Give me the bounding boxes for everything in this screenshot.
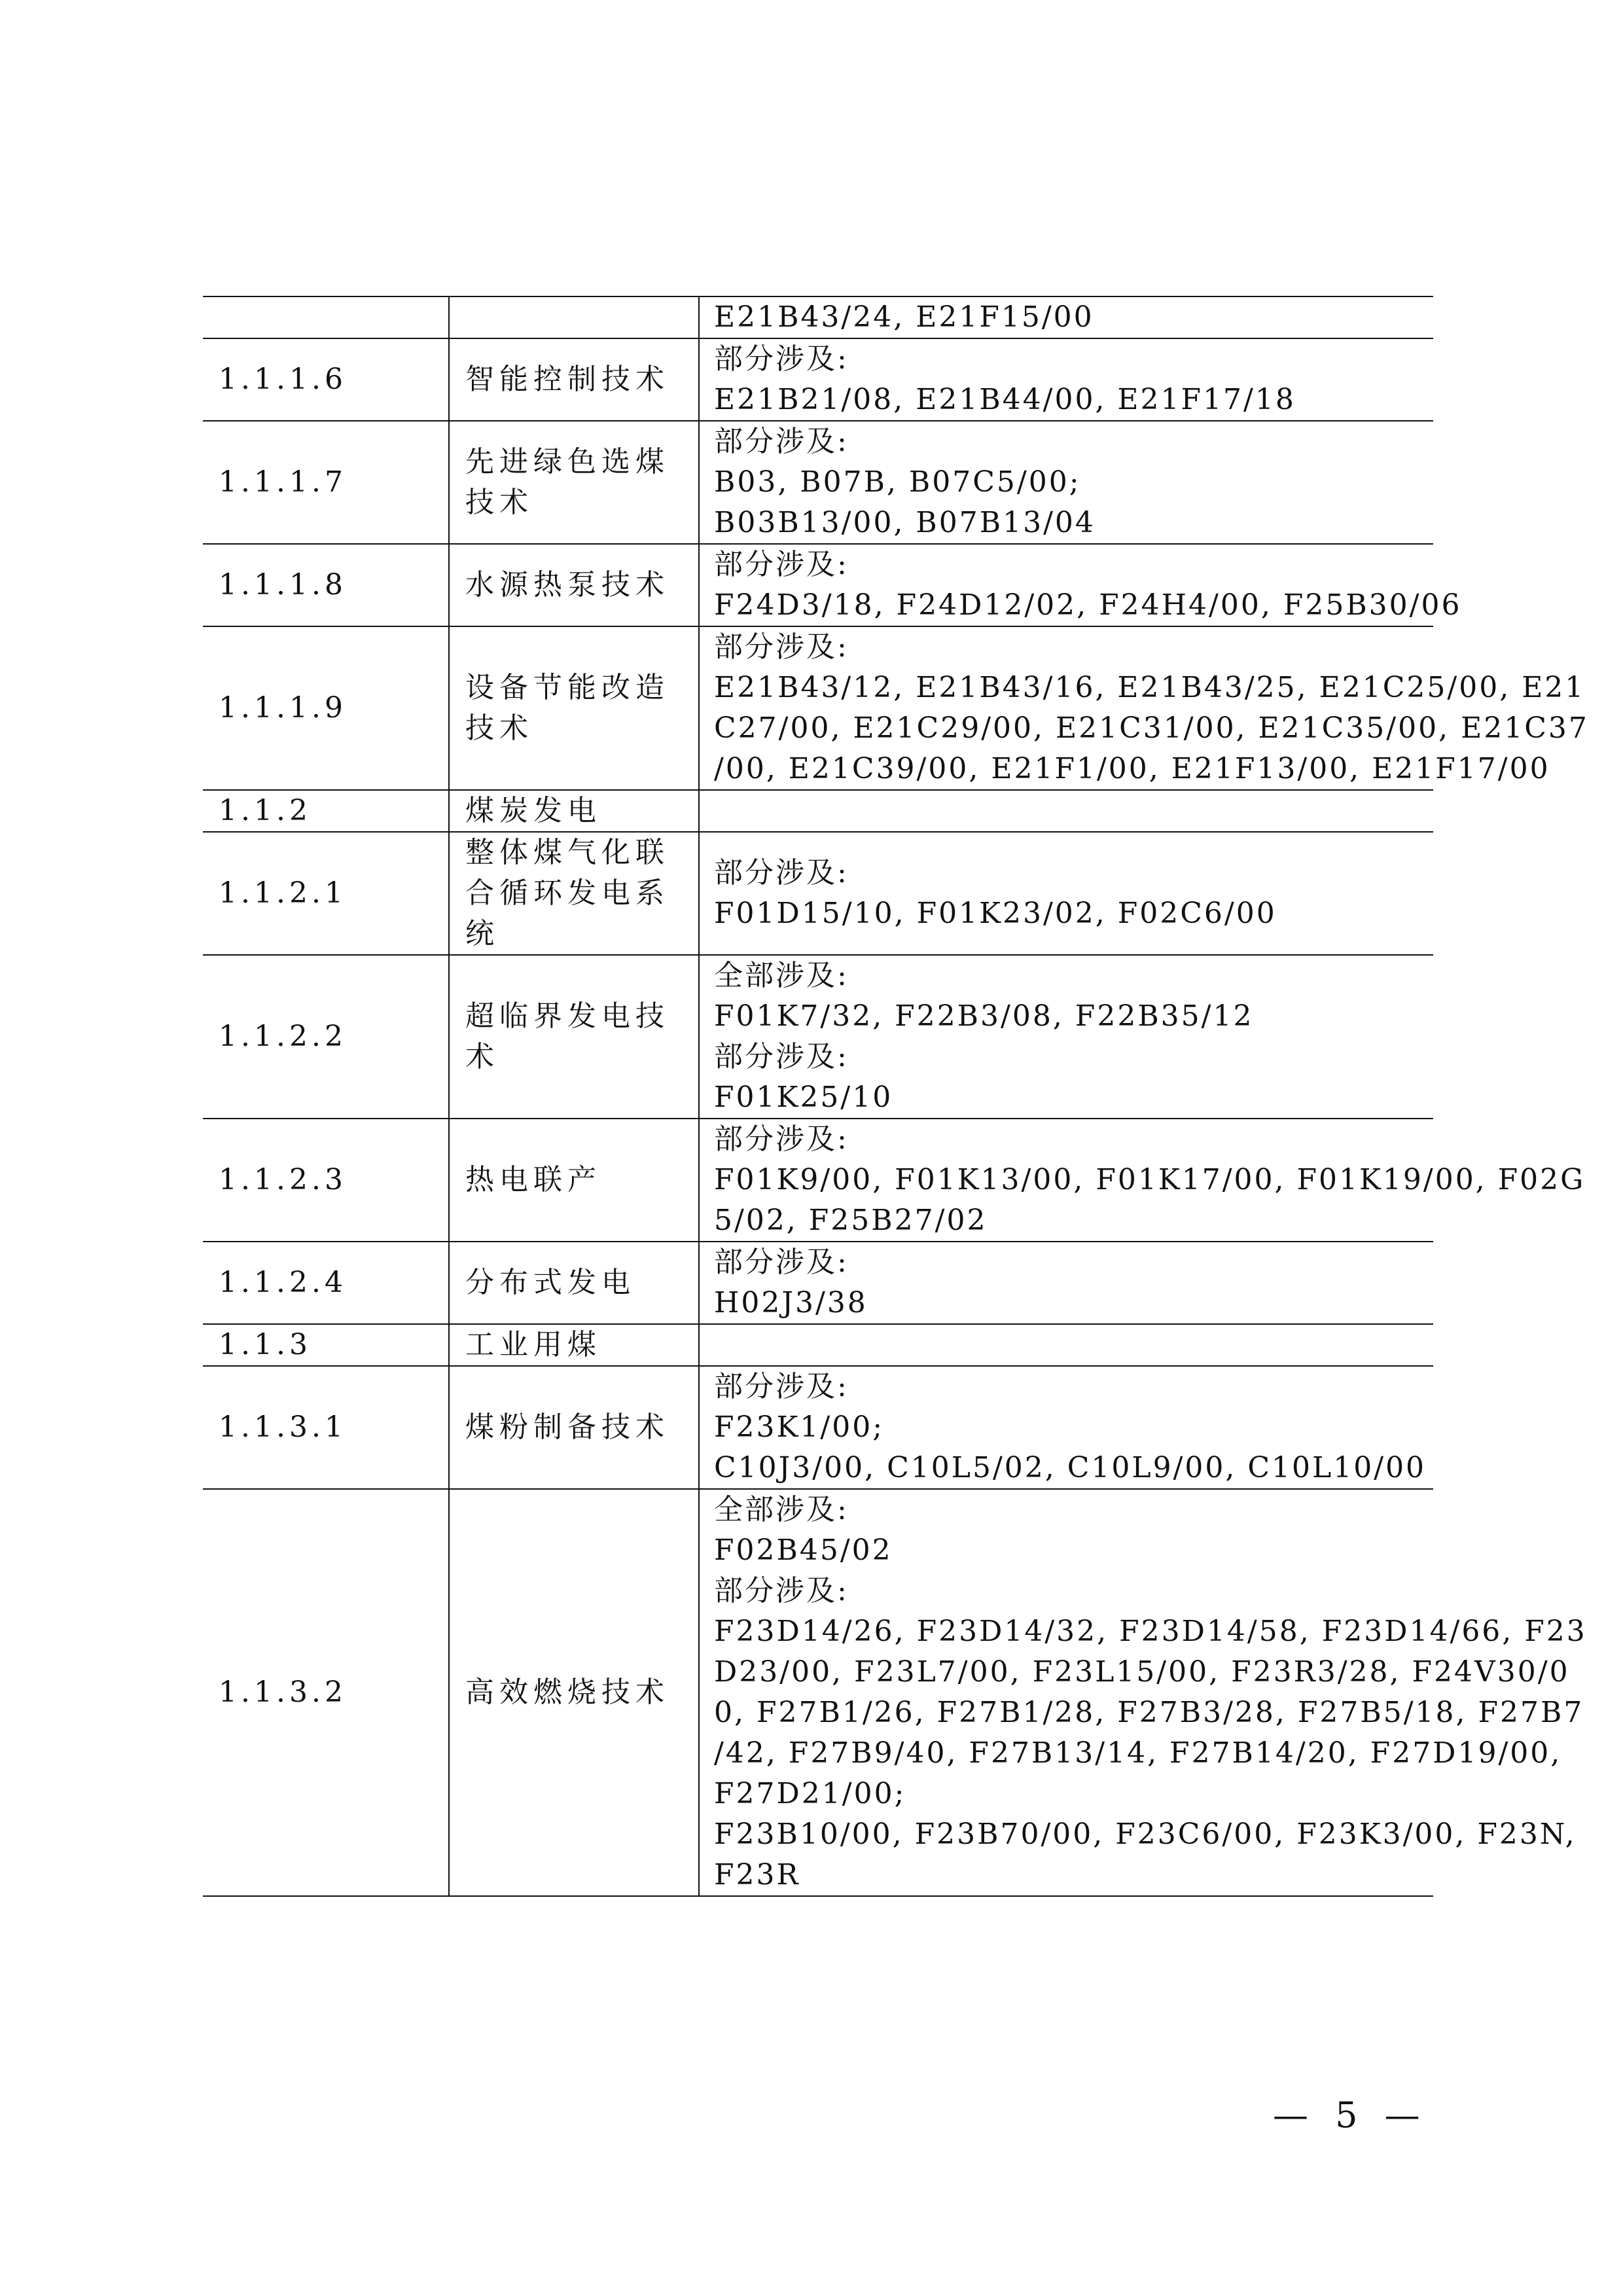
ipc-codes-cell [699,1324,1433,1366]
category-name: 热电联产 [449,1119,699,1242]
category-code: 1.1.1.7 [203,421,449,544]
ipc-code-line: F01K25/10 [714,1081,893,1114]
category-code: 1.1.2 [203,790,449,832]
ipc-code-line: 部分涉及: [714,1040,849,1073]
ipc-codes-cell [699,790,1433,832]
category-code: 1.1.3.1 [203,1366,449,1489]
ipc-codes-cell [699,1489,1587,1896]
ipc-code-line: F23R [714,1858,800,1892]
category-name: 煤炭发电 [449,790,699,832]
table-row [203,626,1433,790]
category-name: 智能控制技术 [449,338,699,421]
category-code: 1.1.3 [203,1324,449,1366]
category-name: 超临界发电技术 [449,955,699,1119]
ipc-code-line: 部分涉及: [714,425,849,458]
ipc-code-line: 全部涉及: [714,1493,849,1526]
ipc-code-line: 部分涉及: [714,1370,849,1403]
table-row [203,832,1433,955]
table-body [203,296,1589,1896]
ipc-code-line: /42, F27B9/40, F27B13/14, F27B14/20, F27D19/00, [714,1736,1562,1770]
table-row [203,544,1433,626]
ipc-code-line: B03B13/00, B07B13/04 [714,506,1096,539]
table-row [203,1242,1433,1324]
ipc-code-line: H02J3/38 [714,1286,868,1319]
ipc-codes-cell [699,1242,1433,1324]
category-code: 1.1.2.1 [203,832,449,955]
ipc-code-line: D23/00, F23L7/00, F23L15/00, F23R3/28, F24V30/0 [714,1655,1570,1689]
ipc-code-line: F01D15/10, F01K23/02, F02C6/00 [714,897,1277,930]
category-code [203,296,449,338]
classification-table [203,296,1589,1897]
ipc-code-line: F01K9/00, F01K13/00, F01K17/00, F01K19/00, F02G [714,1163,1586,1196]
ipc-code-line: /00, E21C39/00, E21F1/00, E21F13/00, E21F17/00 [714,752,1550,785]
ipc-code-line: E21B43/12, E21B43/16, E21B43/25, E21C25/00, E21 [714,671,1586,704]
ipc-code-line: 部分涉及: [714,1574,849,1607]
ipc-code-line: 部分涉及: [714,1122,849,1156]
category-name [449,296,699,338]
category-code: 1.1.2.4 [203,1242,449,1324]
table-row [203,955,1433,1119]
ipc-code-line: 部分涉及: [714,548,849,581]
category-name: 设备节能改造技术 [449,626,699,790]
table-row [203,421,1433,544]
category-code: 1.1.1.8 [203,544,449,626]
table-row [203,1119,1433,1242]
category-name: 工业用煤 [449,1324,699,1366]
category-code: 1.1.2.3 [203,1119,449,1242]
ipc-code-line: F23K1/00; [714,1410,885,1444]
category-name: 分布式发电 [449,1242,699,1324]
ipc-codes-cell [699,1119,1586,1242]
ipc-codes-cell [699,421,1433,544]
category-name: 先进绿色选煤技术 [449,421,699,544]
category-name: 整体煤气化联合循环发电系统 [449,832,699,955]
ipc-code-line: 0, F27B1/26, F27B1/28, F27B3/28, F27B5/18, F27B7 [714,1696,1584,1729]
table-row [203,790,1433,832]
category-code: 1.1.2.2 [203,955,449,1119]
ipc-codes-cell [699,626,1589,790]
category-code: 1.1.3.2 [203,1489,449,1896]
ipc-code-line: F23D14/26, F23D14/32, F23D14/58, F23D14/66, F23 [714,1615,1587,1648]
table-row [203,1366,1433,1489]
ipc-codes-cell [699,955,1433,1119]
ipc-code-line: F02B45/02 [714,1534,893,1567]
table-row [203,1324,1433,1366]
category-name: 高效燃烧技术 [449,1489,699,1896]
ipc-codes-cell [699,544,1462,626]
ipc-code-line: 5/02, F25B27/02 [714,1204,988,1237]
ipc-code-line: C27/00, E21C29/00, E21C31/00, E21C35/00, E21C37 [714,711,1589,745]
category-name: 煤粉制备技术 [449,1366,699,1489]
ipc-code-line: F23B10/00, F23B70/00, F23C6/00, F23K3/00, F23N, [714,1818,1577,1851]
ipc-code-line: F24D3/18, F24D12/02, F24H4/00, F25B30/06 [714,588,1462,622]
table-row [203,1489,1433,1896]
ipc-code-line: B03, B07B, B07C5/00; [714,465,1081,499]
ipc-codes-cell [699,338,1433,421]
ipc-codes-cell [699,832,1433,955]
ipc-code-line: F01K7/32, F22B3/08, F22B35/12 [714,999,1254,1033]
table-row [203,338,1433,421]
ipc-codes-cell [699,296,1433,338]
ipc-code-line: F27D21/00; [714,1777,906,1810]
ipc-code-line: 部分涉及: [714,856,849,889]
ipc-codes-cell [699,1366,1433,1489]
category-code: 1.1.1.6 [203,338,449,421]
category-name: 水源热泵技术 [449,544,699,626]
ipc-code-line: 部分涉及: [714,630,849,664]
table-row [203,296,1433,338]
ipc-code-line: E21B43/24, E21F15/00 [714,300,1094,334]
ipc-code-line: E21B21/08, E21B44/00, E21F17/18 [714,383,1296,416]
ipc-code-line: 部分涉及: [714,342,849,376]
ipc-code-line: C10J3/00, C10L5/02, C10L9/00, C10L10/00 [714,1451,1427,1484]
ipc-code-line: 全部涉及: [714,959,849,992]
category-code: 1.1.1.9 [203,626,449,790]
page-number: — 5 — [1273,2094,1428,2136]
ipc-code-line: 部分涉及: [714,1246,849,1279]
